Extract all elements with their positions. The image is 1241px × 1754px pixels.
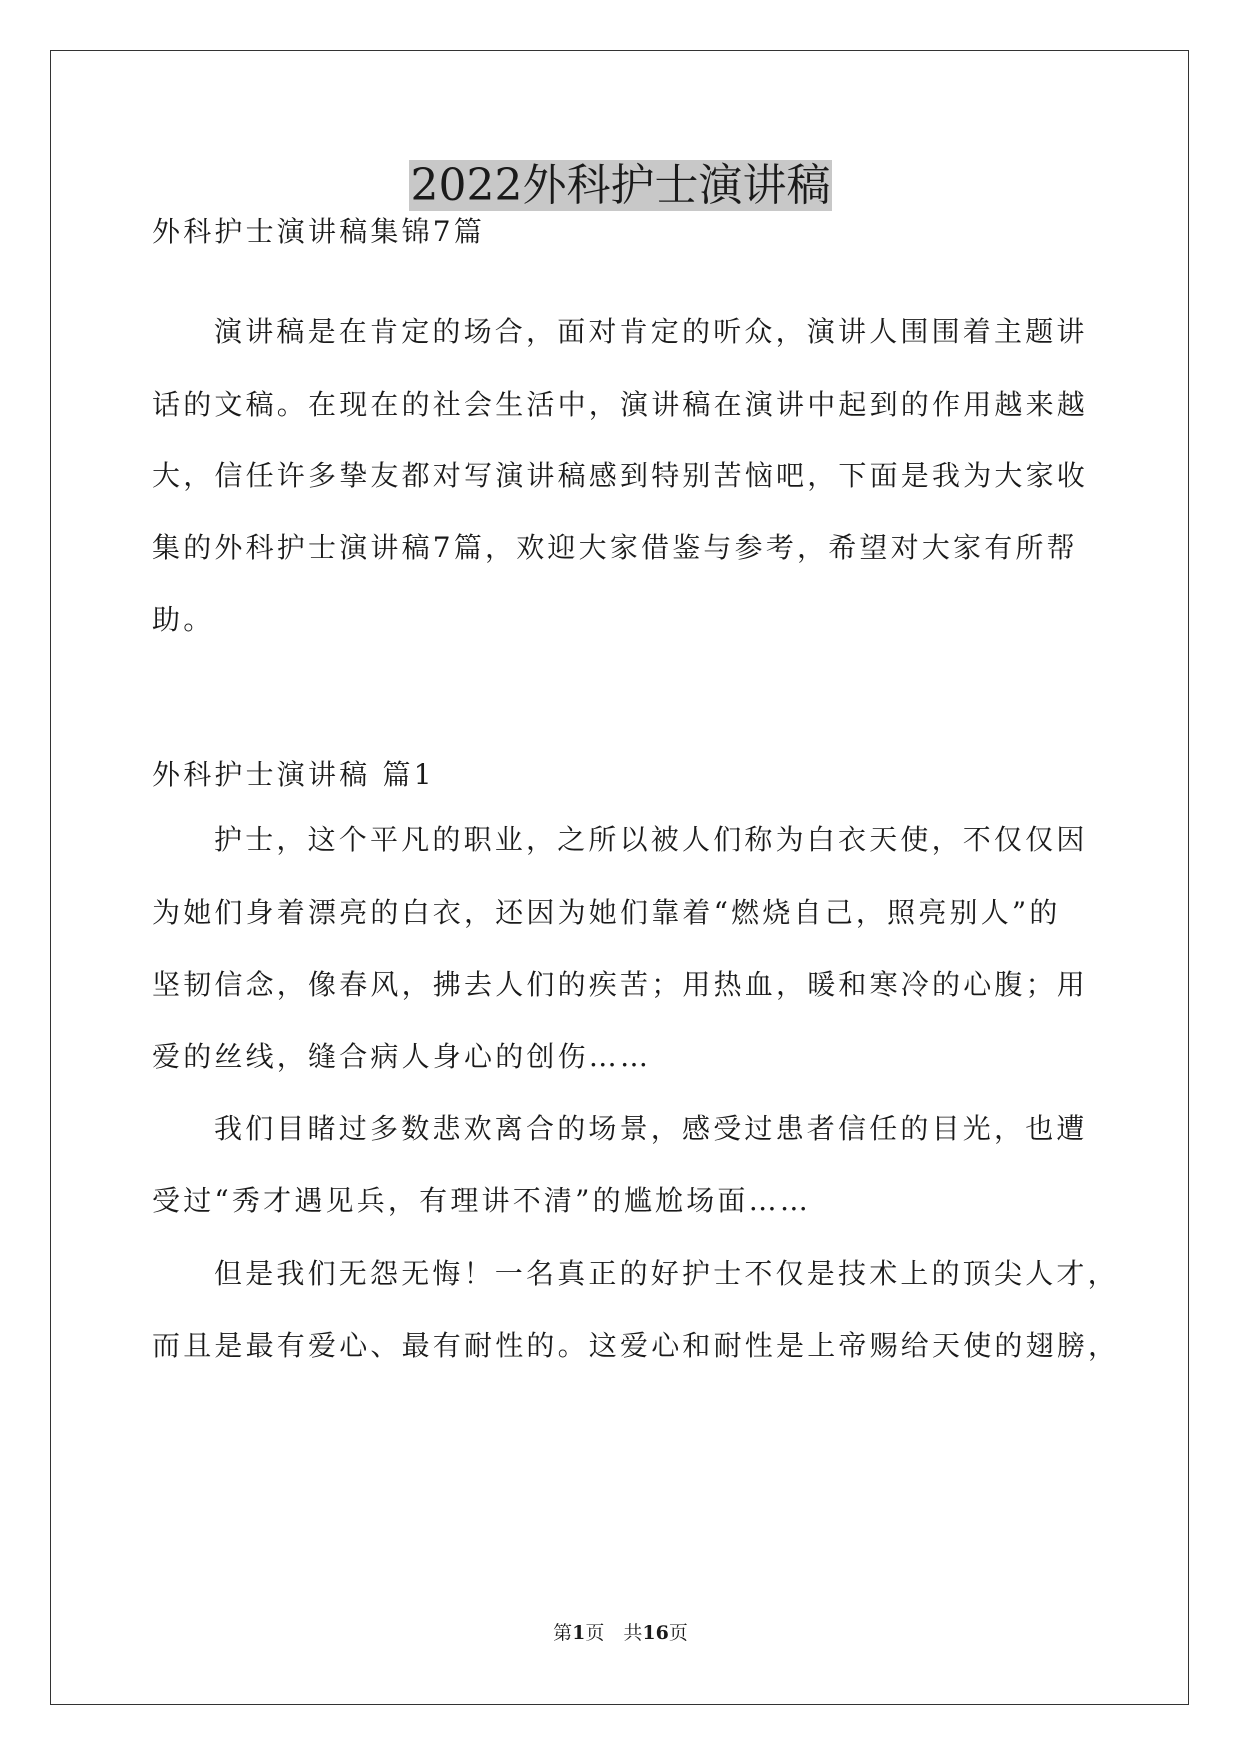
footer-suffix: 页 <box>668 1622 688 1644</box>
footer-prefix: 第 <box>553 1622 573 1644</box>
paragraph-line: 护士，这个平凡的职业，之所以被人们称为白衣天使，不仅仅因 <box>214 823 1088 856</box>
intro-line: 演讲稿是在肯定的场合，面对肯定的听众，演讲人围围着主题讲 <box>214 315 1088 348</box>
intro-line: 集的外科护士演讲稿7篇，欢迎大家借鉴与参考，希望对大家有所帮 <box>152 531 1078 564</box>
paragraph-line: 爱的丝线，缝合病人身心的创伤…… <box>152 1040 652 1073</box>
page-border <box>50 50 1189 1705</box>
intro-line: 助。 <box>152 603 215 636</box>
document-title-text: 2022外科护士演讲稿 <box>410 160 831 211</box>
document-subtitle: 外科护士演讲稿集锦7篇 <box>152 215 486 248</box>
paragraph-line: 我们目睹过多数悲欢离合的场景，感受过患者信任的目光，也遭 <box>214 1112 1088 1145</box>
paragraph-line: 但是我们无怨无悔！一名真正的好护士不仅是技术上的顶尖人才， <box>214 1257 1119 1290</box>
page-footer <box>0 1620 1241 1646</box>
paragraph-line: 而且是最有爱心、最有耐性的。这爱心和耐性是上帝赐给天使的翅膀， <box>152 1329 1120 1362</box>
intro-line: 大，信任许多挚友都对写演讲稿感到特别苦恼吧，下面是我为大家收 <box>152 459 1089 492</box>
footer-page-number: 1 <box>572 1622 586 1644</box>
section-heading: 外科护士演讲稿 篇1 <box>152 758 435 791</box>
footer-total-pages: 16 <box>642 1622 669 1644</box>
paragraph-line: 受过“秀才遇见兵，有理讲不清”的尴尬场面…… <box>152 1184 812 1217</box>
footer-middle: 页 共 <box>585 1622 643 1644</box>
paragraph-line: 坚韧信念，像春风，拂去人们的疾苦；用热血，暖和寒冷的心腹；用 <box>152 968 1089 1001</box>
intro-line: 话的文稿。在现在的社会生活中，演讲稿在演讲中起到的作用越来越 <box>152 388 1089 421</box>
document-title <box>0 155 1241 217</box>
paragraph-line: 为她们身着漂亮的白衣，还因为她们靠着“燃烧自己，照亮别人”的 <box>152 896 1061 929</box>
